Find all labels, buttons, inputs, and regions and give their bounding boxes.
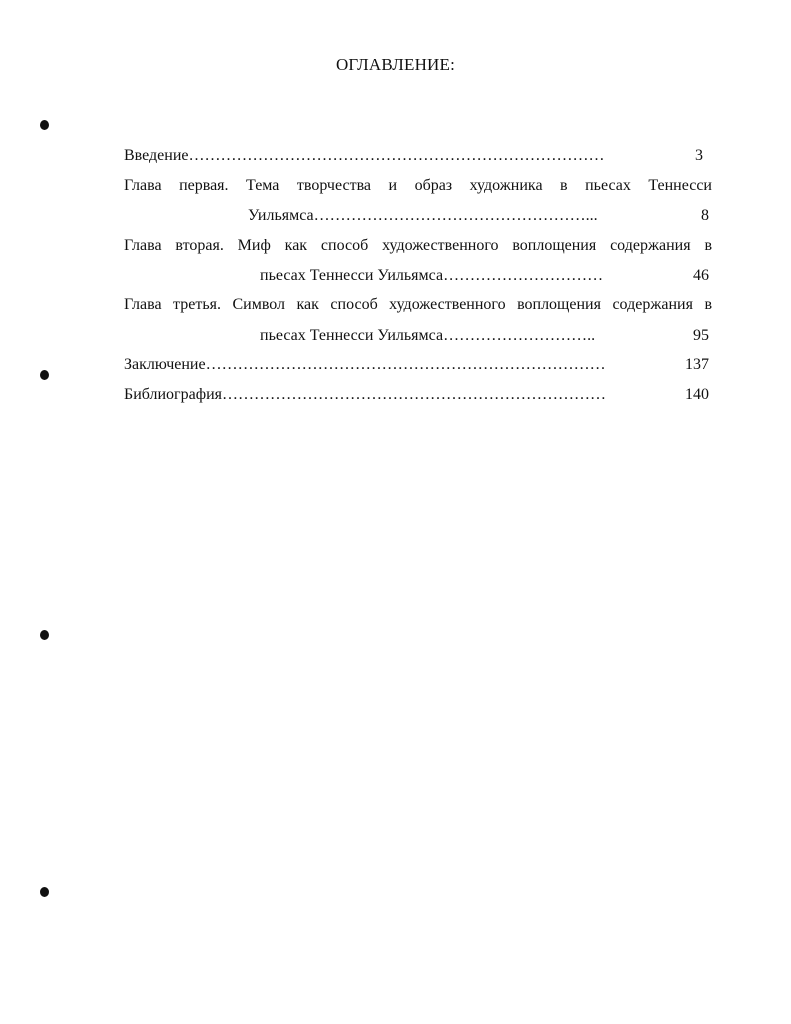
punch-hole-mark (40, 887, 49, 897)
toc-page-intro: 3 (695, 147, 703, 164)
toc-entry-chapter2-line1: Глава вторая. Миф как способ художественного воплощения содержания в (124, 237, 712, 254)
page-title: ОГЛАВЛЕНИЕ: (335, 55, 456, 74)
toc-entry-conclusion: Заключение………………………………………………………………… (124, 356, 606, 373)
toc-page-bibliography: 140 (685, 386, 709, 403)
punch-hole-mark (40, 630, 49, 640)
toc-entry-chapter3-line2: пьесах Теннесси Уильямса……………………….. (260, 327, 596, 344)
punch-hole-mark (40, 120, 49, 130)
toc-entry-chapter1-line1: Глава первая. Тема творчества и образ художника в пьесах Теннесси (124, 177, 712, 194)
toc-page-chapter3: 95 (693, 327, 709, 344)
toc-page-chapter2: 46 (693, 267, 709, 284)
toc-entry-bibliography: Библиография……………………………………………………………… (124, 386, 606, 403)
toc-page-conclusion: 137 (685, 356, 709, 373)
punch-hole-mark (40, 370, 49, 380)
toc-entry-chapter1-line2: Уильямса……………………………………………... (248, 207, 598, 224)
toc-entry-chapter2-line2: пьесах Теннесси Уильямса………………………… (260, 267, 604, 284)
toc-entry-intro: Введение…………………………………………………………………… (124, 147, 605, 164)
toc-page-chapter1: 8 (701, 207, 709, 224)
toc-entry-chapter3-line1: Глава третья. Символ как способ художественного воплощения содержания в (124, 296, 712, 313)
